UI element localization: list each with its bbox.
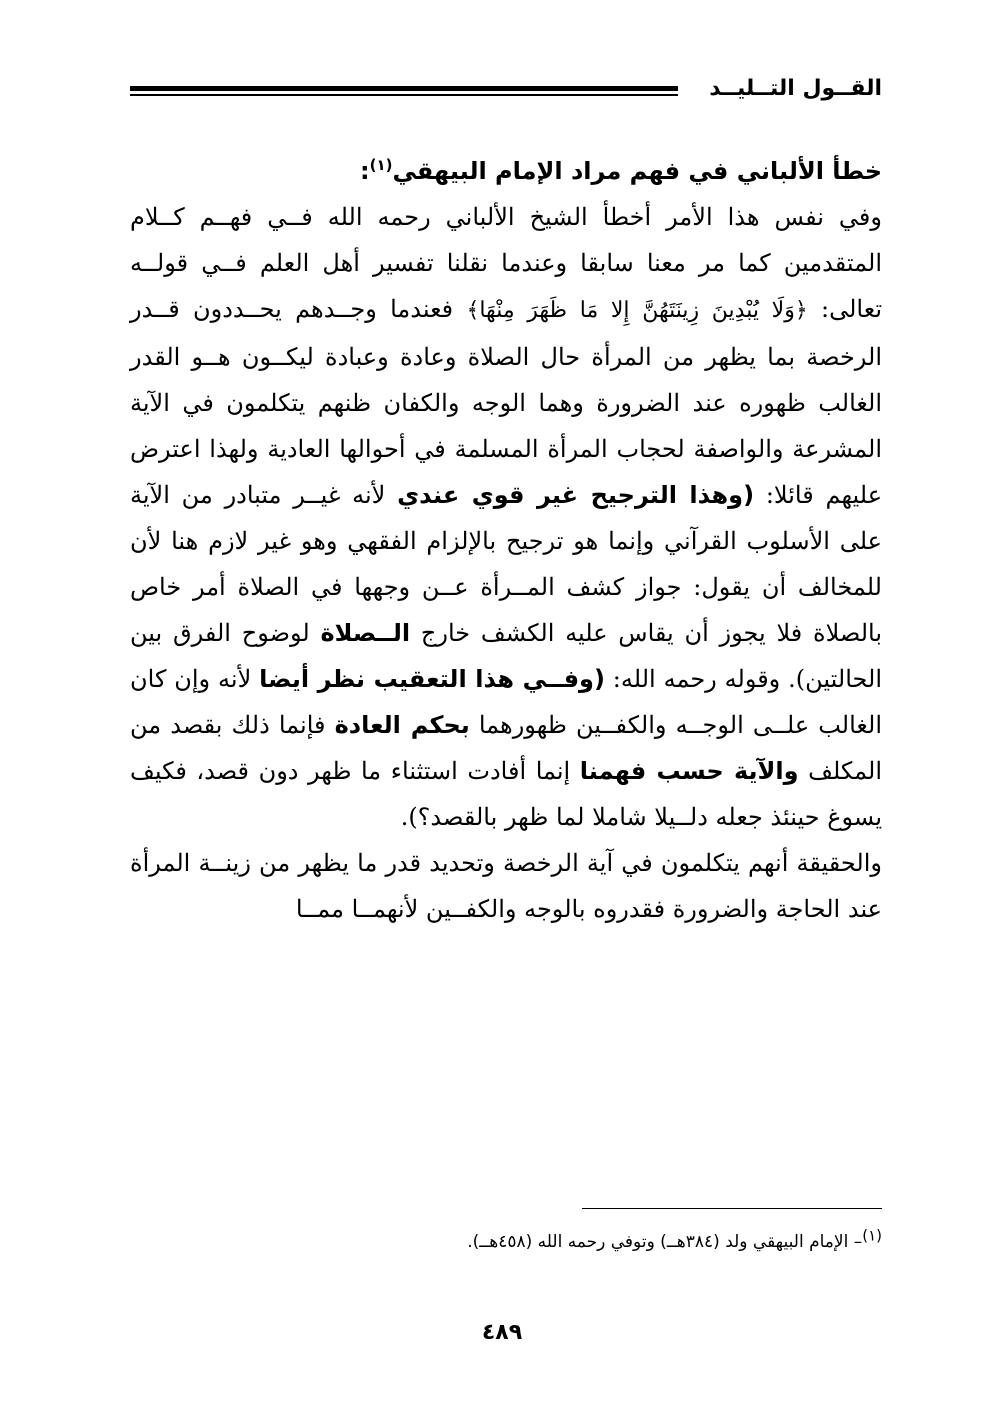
paragraph-1-part-5: لأنه وإن كان الغالب علــى الوجــه والكفــين ظهورهما xyxy=(130,665,882,739)
quran-verse: ﴿وَلَا يُبْدِينَ زِينَتَهُنَّ إِلا مَا ظَهَرَ مِنْهَا﴾ xyxy=(466,298,808,323)
header-title: القــول التــليــد xyxy=(709,76,882,101)
paragraph-1 xyxy=(130,194,882,840)
page-number: ٤٨٩ xyxy=(481,1320,523,1345)
bold-quote-2: (وفــي هذا التعقيب نظر أيضا xyxy=(259,665,605,693)
bold-word-salah: الــصلاة xyxy=(320,619,411,647)
paragraph-1-part-7: إنما أفادت استثناء ما ظهر دون قصد، فكيف يسوغ حينئذ جعله دلــيلا شاملا لما ظهر بالقصد؟). xyxy=(130,757,882,831)
section-heading-colon: : xyxy=(359,157,370,185)
paragraph-1-part-2: فعندما وجــدهم يحــددون قــدر الرخصة بما يظهر من المرأة حال الصلاة وعادة وعبادة ليكــون هــو القدر الغالب ظهوره عند الضرورة وهما الوجه والكفان ظنهم يتكلمون في الآية المشرعة والواصفة لحجاب المرأة المسلمة في أحوالها العادية ولهذا اعترض عليهم قائلا: xyxy=(130,295,883,509)
footnote-marker: (١) xyxy=(862,1226,882,1245)
main-text xyxy=(130,148,882,932)
bold-quote-1: (وهذا الترجيح غير قوي عندي xyxy=(397,481,755,509)
header-rule-thick xyxy=(130,86,678,91)
footnote-text: – الإمام البيهقي ولد (٣٨٤هــ) وتوفي رحمه الله (٤٥٨هــ). xyxy=(467,1232,863,1252)
paragraph-1-part-3: لأنه غيــر متبادر من الآية على الأسلوب القرآني وإنما هو ترجيح بالإلزام الفقهي وهو غير لازم هنا لأن للمخالف أن يقول: جواز كشف المــرأة عــن وجهها في الصلاة أمر خاص بالصلاة فلا يجوز أن يقاس عليه الكشف خارج xyxy=(130,481,883,647)
running-header xyxy=(130,70,882,110)
section-heading xyxy=(130,148,882,194)
section-heading-text: خطأ الألباني في فهم مراد الإمام البيهقي xyxy=(392,157,882,185)
bold-phrase-verse: والآية حسب فهمنا xyxy=(579,757,799,785)
footnote-reference[interactable]: (١) xyxy=(369,156,393,174)
footnote-separator xyxy=(582,1208,882,1209)
paragraph-1-part-1: وفي نفس هذا الأمر أخطأ الشيخ الألباني رحمه الله فــي فهــم كــلام المتقدمين كما مر معنا سابقا وعندما نقلنا تفسير أهل العلم فــي قولــه تعالى: xyxy=(130,203,882,323)
bold-phrase-custom: بحكم العادة xyxy=(334,711,470,739)
footnote xyxy=(130,1228,882,1256)
header-double-rule xyxy=(130,86,678,96)
paragraph-1-part-4: لوضوح الفرق بين الحالتين). وقوله رحمه الله: xyxy=(130,619,883,693)
header-rule-thin xyxy=(130,94,678,96)
paragraph-1-part-6: فإنما ذلك بقصد من المكلف xyxy=(130,711,883,785)
paragraph-2: والحقيقة أنهم يتكلمون في آية الرخصة وتحديد قدر ما يظهر من زينــة المرأة عند الحاجة والضرورة فقدروه بالوجه والكفــين لأنهمــا ممــا xyxy=(130,849,882,923)
